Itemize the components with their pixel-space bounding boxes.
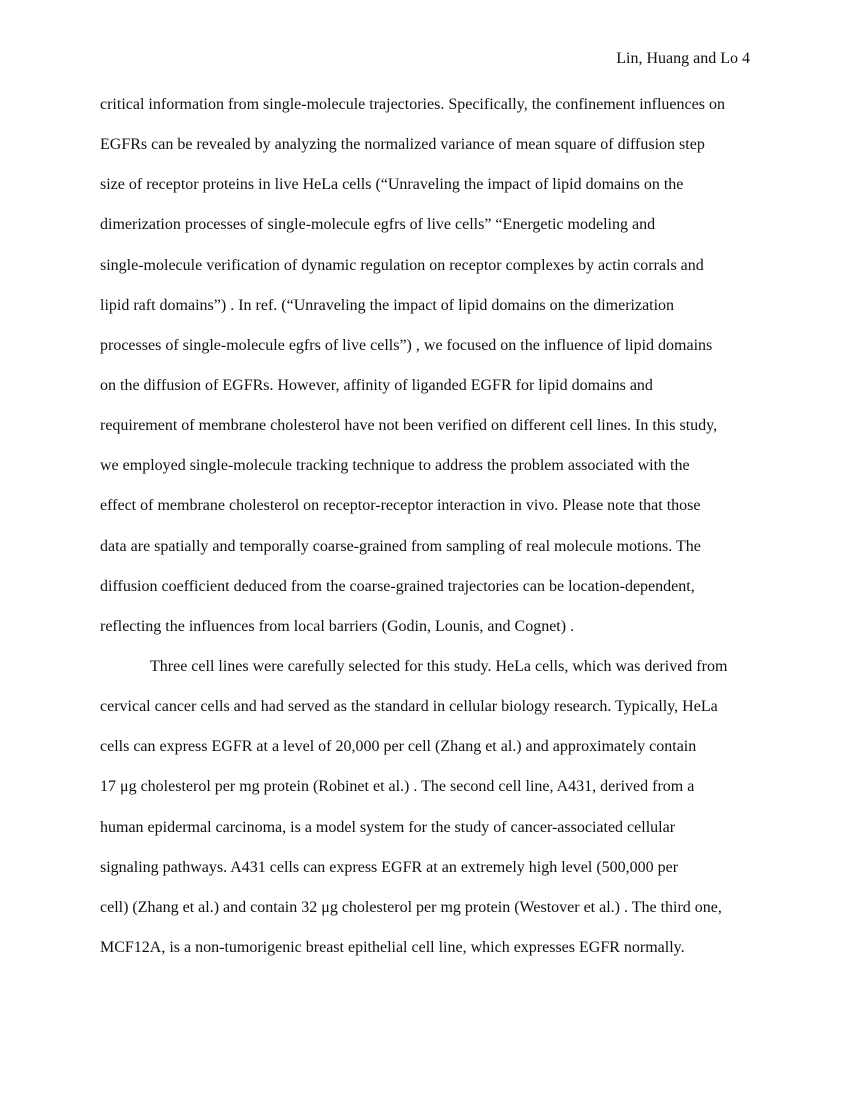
text-line: processes of single-molecule egfrs of live cells”) , we focused on the influence of lipid domains [100,336,713,354]
text-line: size of receptor proteins in live HeLa cells (“Unraveling the impact of lipid domains on the [100,176,684,194]
text-line: single-molecule verification of dynamic regulation on receptor complexes by actin corrals and [100,256,704,274]
paragraph-2 [100,657,760,978]
text-line: cell) (Zhang et al.) and contain 32 μg cholesterol per mg protein (Westover et al.) . The third one, [100,898,722,916]
text-line: dimerization processes of single-molecule egfrs of live cells” “Energetic modeling and [100,216,656,234]
text-line: diffusion coefficient deduced from the coarse-grained trajectories can be location-dependent, [100,577,695,595]
text-line: 17 μg cholesterol per mg protein (Robinet et al.) . The second cell line, A431, derived from a [100,778,695,796]
text-line: data are spatially and temporally coarse-grained from sampling of real molecule motions. The [100,537,701,555]
body-text [100,95,760,978]
text-line: cells can express EGFR at a level of 20,000 per cell (Zhang et al.) and approximately contain [100,738,697,756]
text-line: we employed single-molecule tracking technique to address the problem associated with the [100,457,690,475]
text-line: EGFRs can be revealed by analyzing the normalized variance of mean square of diffusion step [100,136,705,154]
text-line: MCF12A, is a non-tumorigenic breast epithelial cell line, which expresses EGFR normally. [100,938,685,956]
text-line: requirement of membrane cholesterol have not been verified on different cell lines. In this study, [100,417,718,435]
text-line: on the diffusion of EGFRs. However, affinity of liganded EGFR for lipid domains and [100,376,653,394]
paragraph-1 [100,95,760,657]
text-line: lipid raft domains”) . In ref. (“Unraveling the impact of lipid domains on the dimerization [100,296,675,314]
text-line: effect of membrane cholesterol on receptor-receptor interaction in vivo. Please note that those [100,497,701,515]
text-line: critical information from single-molecule trajectories. Specifically, the confinement influences on [100,96,725,113]
text-line: cervical cancer cells and had served as the standard in cellular biology research. Typically, HeLa [100,698,718,716]
text-line: Three cell lines were carefully selected for this study. HeLa cells, which was derived from [150,657,728,675]
text-line: reflecting the influences from local barriers (Godin, Lounis, and Cognet) . [100,617,575,635]
text-line: human epidermal carcinoma, is a model system for the study of cancer-associated cellular [100,818,676,836]
running-head: Lin, Huang and Lo 4 [616,50,750,67]
text-line: signaling pathways. A431 cells can express EGFR at an extremely high level (500,000 per [100,858,679,876]
